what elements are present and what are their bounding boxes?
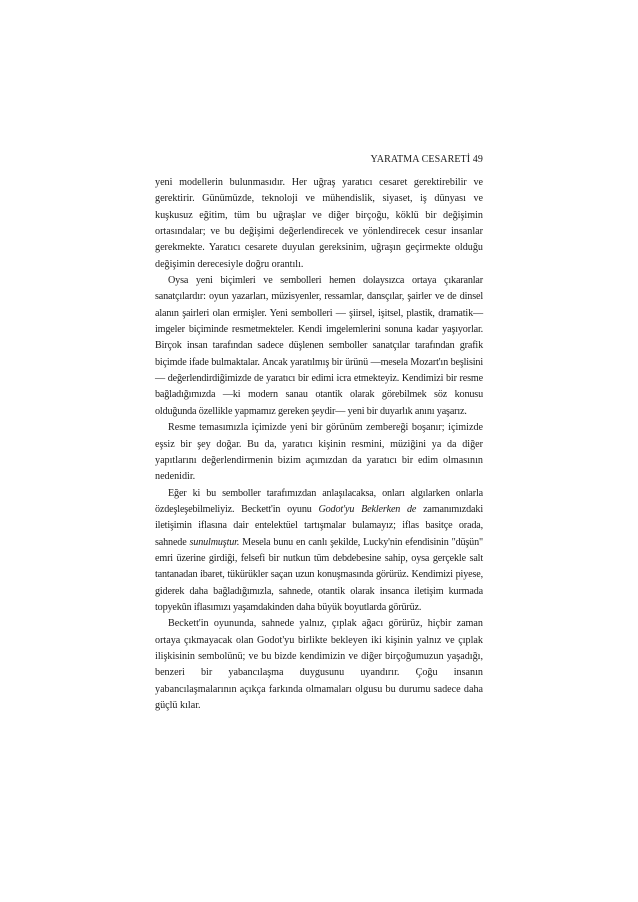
text-run: Mesela bunu en canlı şekilde, Lucky'nin efendisinin "düşün" emri üzerine girdiği, felsefi bir nutkun tüm debdebesine sahip, oysa gerçekle salt tantanadan ibaret, tükürükler saçan uzun konuşmasında görürüz. Kendimizi piyese, giderek daha bağladığımızla, sahnede, otantik olarak insanca iletişim kurmada topyekûn iflasımızı yaşamdakinden daha büyük boyutlarda görürüz. <box>155 536 483 613</box>
text-run: zamanımızdaki iletişimin iflasına dair entelektüel tartışmalar bulamayız; iflas basitçe orada, sahnede <box>155 503 483 548</box>
paragraph-1 <box>155 175 483 273</box>
running-header: YARATMA CESARETİ 49 <box>370 154 483 165</box>
paragraph-5 <box>155 616 483 714</box>
paragraph-4 <box>155 486 483 617</box>
text-run: Eğer ki bu semboller tarafımızdan anlaşılacaksa, onları algılarken onlarla özdeşleşebilmeliyiz. Beckett'in oyunu <box>155 487 483 515</box>
text-run: yeni modellerin bulunmasıdır. Her uğraş yaratıcı cesaret gerektirebilir ve gerektirir. Günümüzde, teknoloji ve mühendislik, siyaset, iş dünyası ve kuşkusuz eğitim, tüm bu uğraşlar ve diğer birçoğu, köklü bir değişimin ortasındalar; ve bu değişimi değerlendirecek ve yönlendirecek cesur insanlar gerekmekte. Yaratıcı cesarete duyulan gereksinim, uğraşın geçirmekte olduğu değişimin derecesiyle doğru orantılı. <box>155 177 483 270</box>
text-run: Oysa yeni biçimleri ve sembolleri hemen dolaysızca ortaya çıkaranlar sanatçılardır: oyun yazarları, müzisyenler, ressamlar, dansçılar, şairler ve de dinsel alanın şairleri olan ermişler. Yeni sembolleri — şiirsel, işitsel, plastik, dramatik— imgeler biçiminde resmetmekteler. Kendi imgelemlerini sonuna kadar yaşıyorlar. Birçok insan tarafından sadece düşlenen semboller sanatçılar tarafından grafik biçimde ifade bulmaktalar. Ancak yaratılmış bir ürünü —mesela Mozart'ın beşlisini— değerlendirdiğimizde de yaratıcı bir edimi icra etmekteyiz. Kendimizi bir resme bağladığımızda —ki modern sanau otantik olarak görebilmek söz konusu olduğunda özellikle yapmamız gereken şeydir— yeni bir duyarlık anını yaşarız. <box>155 275 483 417</box>
italic-text-run: Godot'yu Beklerken de <box>318 503 417 515</box>
body-text <box>155 175 483 714</box>
paragraph-2 <box>155 273 483 420</box>
italic-text-run: sunulmuştur. <box>189 536 240 548</box>
paragraph-3 <box>155 420 483 485</box>
text-run: Resme temasımızla içimizde yeni bir görünüm zembereği boşanır; içimizde eşsiz bir şey doğar. Bu da, yaratıcı kişinin resmini, müziğini ya da diğer yapıtlarını değerlendirmenin bizim açımızdan da yaratıcı bir edim olmasının nedenidir. <box>155 422 483 483</box>
text-run: Beckett'in oyununda, sahnede yalnız, çıplak ağacı görürüz, hiçbir zaman ortaya çıkmayacak olan Godot'yu birlikte bekleyen iki kişinin yalnız ve çıplak ilişkisinin sembolünü; ve bu bizde kendimizin ve diğer birçoğumuzun yaşadığı, benzeri bir yabancılaşma duygusunu uyandırır. Çoğu insanın yabancılaşmalarının açıkça farkında olmamaları olgusu bu durumu sadece daha güçlü kılar. <box>155 618 483 711</box>
